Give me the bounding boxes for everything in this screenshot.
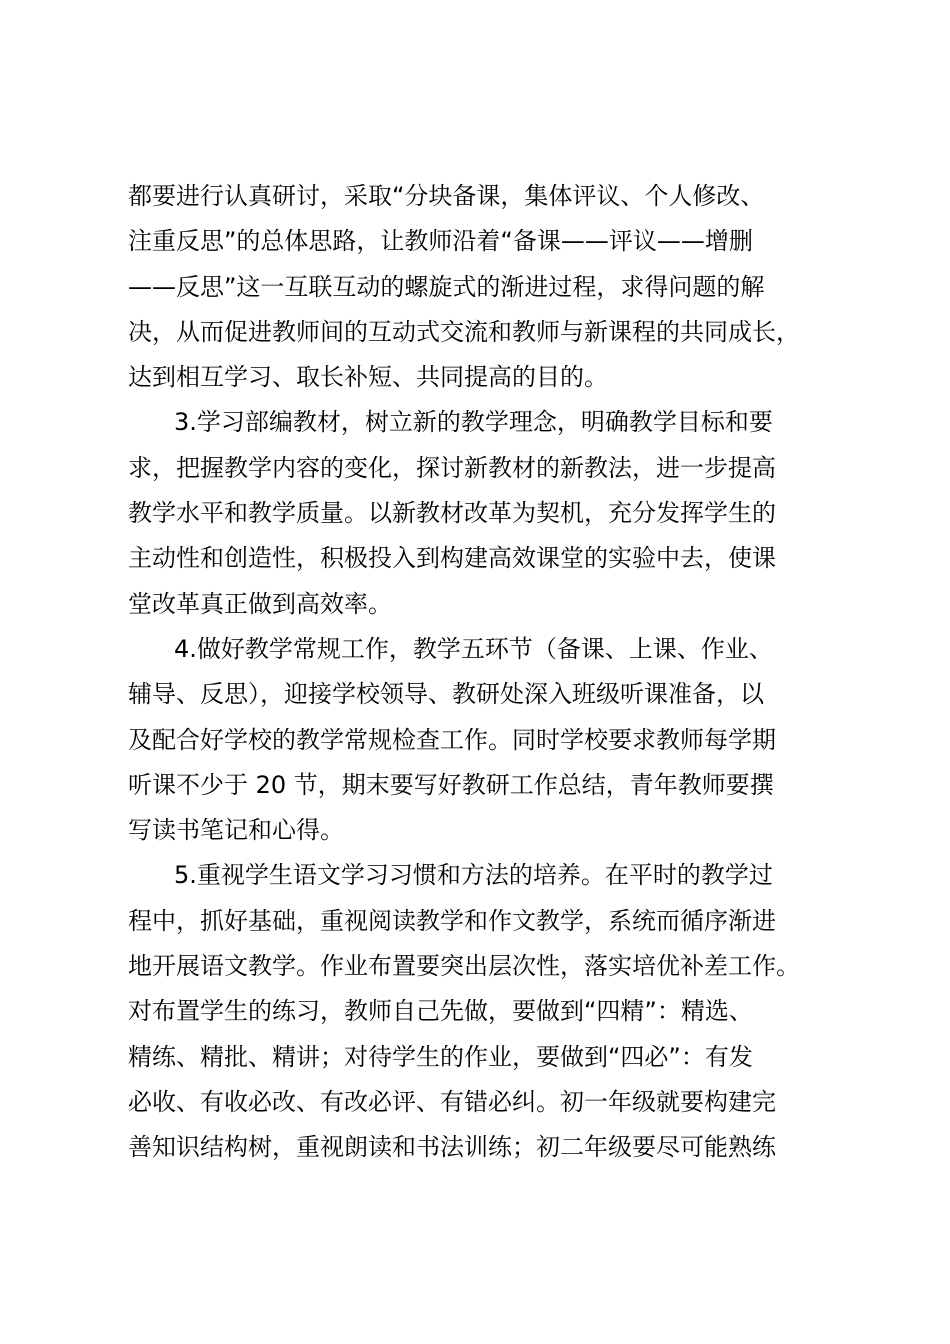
- paragraph-4-first-line: 4.做好教学常规工作，教学五环节（备课、上课、作业、: [174, 634, 773, 663]
- text-line: 注重反思”的总体思路，让教师沿着“备课——评议——增删: [128, 227, 753, 256]
- body-text: [128, 174, 848, 1171]
- text-line: 主动性和创造性，积极投入到构建高效课堂的实验中去，使课: [128, 544, 776, 573]
- text-line: 辅导、反思），迎接学校领导、教研处深入班级听课准备，以: [128, 680, 764, 709]
- text-line: 程中，抓好基础，重视阅读教学和作文教学，系统而循序渐进: [128, 906, 776, 935]
- text-line: 及配合好学校的教学常规检查工作。同时学校要求教师每学期: [128, 725, 776, 754]
- text-line: 教学水平和教学质量。以新教材改革为契机，充分发挥学生的: [128, 499, 776, 528]
- text-line: 都要进行认真研讨，采取“分块备课，集体评议、个人修改、: [128, 182, 765, 210]
- text-line: 达到相互学习、取长补短、共同提高的目的。: [128, 363, 608, 392]
- paragraph-3-first-line: 3.学习部编教材，树立新的教学理念，明确教学目标和要: [174, 408, 773, 437]
- text-line: 必收、有收必改、有改必评、有错必纠。初一年级就要构建完: [128, 1087, 776, 1116]
- text-line: 堂改革真正做到高效率。: [128, 589, 392, 618]
- text-line: 地开展语文教学。作业布置要突出层次性，落实培优补差工作。: [128, 952, 800, 981]
- text-line: 善知识结构树，重视朗读和书法训练；初二年级要尽可能熟练: [128, 1133, 776, 1162]
- text-line: ——反思”这一互联互动的螺旋式的渐进过程，求得问题的解: [128, 272, 765, 301]
- text-line: 写读书笔记和心得。: [128, 816, 344, 845]
- paragraph-5-first-line: 5.重视学生语文学习习惯和方法的培养。在平时的教学过: [174, 861, 773, 890]
- text-line: 决，从而促进教师间的互动式交流和教师与新课程的共同成长，: [128, 317, 800, 346]
- text-line: 对布置学生的练习，教师自己先做，要做到“四精”：精选、: [128, 997, 753, 1026]
- text-line: 听课不少于 20 节，期末要写好教研工作总结，青年教师要撰: [128, 770, 774, 799]
- text-line: 精练、精批、精讲；对待学生的作业，要做到“四必”：有发: [128, 1042, 753, 1071]
- text-line: 求，把握教学内容的变化，探讨新教材的新教法，进一步提高: [128, 453, 776, 482]
